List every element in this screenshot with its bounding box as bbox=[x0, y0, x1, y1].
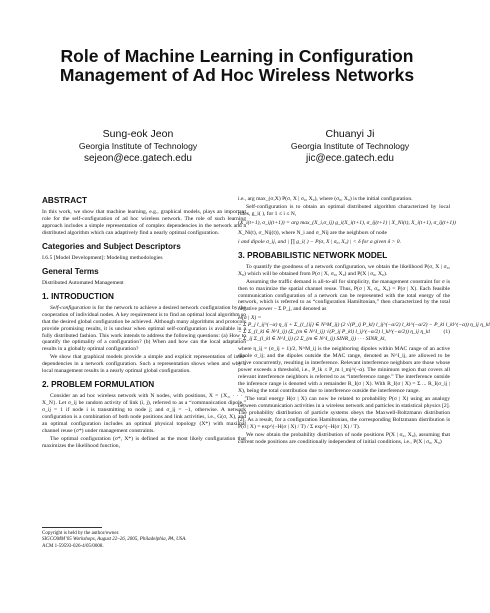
abstract-heading: ABSTRACT bbox=[42, 196, 88, 205]
footnote-rule bbox=[42, 527, 102, 528]
self-config-paragraph: Self-configuration is to obtain an optimal distributed algorithm characterized by local rules, g_i( ), for 1 ≤ i ≤ N, bbox=[238, 203, 450, 217]
section-1-heading: 1. INTRODUCTION bbox=[42, 291, 114, 301]
hamiltonian-lhs: H(σ | X) = bbox=[238, 315, 262, 322]
author-email: jic@ece.gatech.edu bbox=[306, 153, 394, 164]
model-paragraph-2: Assuming the traffic demand is all-to-all for simplicity, the management constraint for σ is then to maximize the spatial channel reuse. Thus, P(σ | X, σ₀, X₀) = P(σ | X). Each feasible communication configuration of a network can be represented with the total energy of the network, which is referred to as “configuration Hamiltonian,” then characterized by the total negative power − Σ P_j, and denoted as bbox=[238, 278, 450, 313]
copyright-footnote bbox=[42, 531, 246, 550]
approximation-equation: i and dipole σ_ij, and | ∏ g_i( ) − P(σ, X | σ₀, X₀) | < δ for a given δ > 0. bbox=[238, 238, 401, 245]
formulation-continued: i.e., arg max_(σ,X) P(σ, X | σ₀, X₀), where (σ₀, X₀) is the initial configuration. bbox=[238, 196, 413, 202]
footnote-line: Copyright is held by the author/owner. bbox=[42, 531, 120, 536]
paper-title: Role of Machine Learning in Configuration Management of Ad Hoc Wireless Networks bbox=[59, 46, 415, 85]
author-name: Sung-eok Jeon bbox=[102, 128, 174, 140]
neighbors-text: X_Ni(t), σ_Nij(t)), where N_i and σ_Nij are the neighbors of node bbox=[238, 229, 387, 236]
hamiltonian-equation bbox=[238, 315, 490, 343]
model-paragraph-1: To quantify the goodness of a network configuration, we obtain the likelihood P(σ, X | σ₀, X₀) which will be obtained from P(σ | X, σ₀, X₀) and P(X | σ₀, X₀). bbox=[238, 263, 450, 277]
model-paragraph-3: where η_ij = (σ_ij + 1)/2, N^M_ij is the neighboring dipoles within MAC range of an active dipole σ_ij; and the dipoles outside the MAC range, denoted as N^I_ij, are allowed to be active concurrently, resulting in interference. Relevant interference neighbors are those whose power exceeds a threshold, i.e., P_lk ≤ P_m l_mj^(−α). The minimum region that covers all relevant interference neighbors is referred to as “interference range.” The interference outside the inference range is denoted with a remainder R_I(σ | X). With R_I(σ | X) = Σ ... R_I(σ_ij | X), being the total contribution due to interference outside the interference range. bbox=[238, 346, 450, 394]
author-email: sejeon@ece.gatech.edu bbox=[83, 153, 192, 164]
footnote-line: SIGCOMM’05 Workshops, August 22–26, 2005, Philadelphia, PA, USA. bbox=[42, 537, 187, 543]
author-block-1 bbox=[38, 128, 238, 165]
author-block-2 bbox=[250, 128, 450, 165]
intro-lead-term: Self-configuration bbox=[50, 304, 91, 311]
author-name: Chuanyi Ji bbox=[325, 128, 375, 140]
intro-paragraph-2: We show that graphical models provide a simple and explicit representation of inter-dependencies in a network configuration. Such a representation shows when and why a local management results in a nearly optimal global configuration. bbox=[42, 354, 246, 375]
model-paragraph-5: We now obtain the probability distribution of node positions P(X | σ₀, X₀), assuming that current node positions are conditionally independent of initial conditions, i.e., P(X | σ₀, X₀) bbox=[238, 431, 450, 445]
model-paragraph-4: The total energy H(σ | X) can now be related to probability P(σ | X) using an analogy between communication activities in a wireless network and particles in statistical physics [2]. The probability distribution of particle systems obeys the Maxwell-Boltzmann distribution [2]. As a result, for a configuration Hamiltonian, the corresponding Boltzmann distribution is P(σ | X) = exp^(−H(σ | X) / T) / Σ exp^(−H(σ | X) / T). bbox=[238, 395, 450, 430]
hamiltonian-term-1: − Σ P_j l_ij^(−α) η_ij + Σ_(l_{ij} ∈ N^M_ij) (2 √(P_ij P_kl) l_ij^(−α/2) l_kl^(−α/2) − P_kl l_kl^(−α)) η_ij η_kl bbox=[238, 322, 490, 329]
general-terms-heading: General Terms bbox=[42, 266, 99, 276]
local-rule-equation: (X_i(t+1), σ_ij(t+1)) = arg max_(X_i,σ_ij) g_i(X_i(t+1), σ_ij(t+1) | X_Ni(t), X_i(t+1), σ_ij(t+1)) bbox=[238, 219, 456, 226]
intro-paragraph-1-body: is for the network to achieve a desired network configuration by the cooperation of individual nodes. A key requirement is to find an optimal local algorithm so that the desired global configuration be achieved. Although many algorithms and protocols provide promising results, it is unclear when optimal self-configuration is available in a fully distributed fashion. This work intends to address the following questions: (a) How to quantify the optimality of a configuration? (b) When and how can the local adaptation results in a globally optimal configuration? bbox=[42, 304, 246, 353]
intro-paragraph-1 bbox=[42, 305, 246, 354]
formulation-paragraph-1: Consider an ad hoc wireless network with N nodes, with positions, X = {X₁, · · · , X_N}. Let σ_ij be random activity of link (i, j), referred to as a “communication dipole,” σ_ij = 1 if node i is transmitting to node j; and σ_ij = −1, otherwise. A network configuration is a combination of both node positions and link activities, i.e., G(σ, X), and an optimal configuration includes an optimal physical topology (X*) with maximal channel reuse (σ*) under management constraints. bbox=[42, 393, 246, 435]
author-affiliation: Georgia Institute of Technology bbox=[290, 141, 410, 151]
abstract-text: In this work, we show that machine learning, e.g., graphical models, plays an important role for the self-configuration of ad hoc wireless network. The role of such learning approach includes a simple representation of complex dependencies in the network and a distributed algorithm which can adaptively find a nearly optimal configuration. bbox=[42, 209, 246, 236]
left-column bbox=[42, 196, 246, 451]
author-affiliation: Georgia Institute of Technology bbox=[78, 141, 198, 151]
categories-heading: Categories and Subject Descriptors bbox=[42, 241, 181, 251]
section-2-heading: 2. PROBLEM FORMULATION bbox=[42, 380, 155, 390]
hamiltonian-term-2: − Σ Σ_(l_kl ∈ N^I_ij) (Σ_(m ∈ N^I_ij) √(P_ij P_kl) l_ij^(−α/2) l_kl^(−α/2)) η_ij η_kl bbox=[238, 329, 430, 336]
equation-number: (1) bbox=[443, 329, 450, 336]
section-3-heading: 3. PROBABILISTIC NETWORK MODEL bbox=[238, 250, 388, 260]
right-column bbox=[238, 196, 490, 447]
categories-text: I.6.5 [Model Development]: Modeling methodologies bbox=[42, 254, 163, 261]
general-terms-text: Distributed Automated Management bbox=[42, 279, 124, 286]
formulation-paragraph-2: The optimal configuration (σ*, X*) is defined as the most likely configuration that maximizes the likelihood function, bbox=[42, 435, 246, 449]
footnote-line: ACM 1-59593-026-4/05/0008. bbox=[42, 543, 104, 549]
hamiltonian-term-3: − Σ_ij Σ_(l_kl ∈ N^I_ij) (2 Σ_(m ∈ N^I_ij) SINR_ij) · · · SINR_kl, bbox=[238, 336, 386, 343]
